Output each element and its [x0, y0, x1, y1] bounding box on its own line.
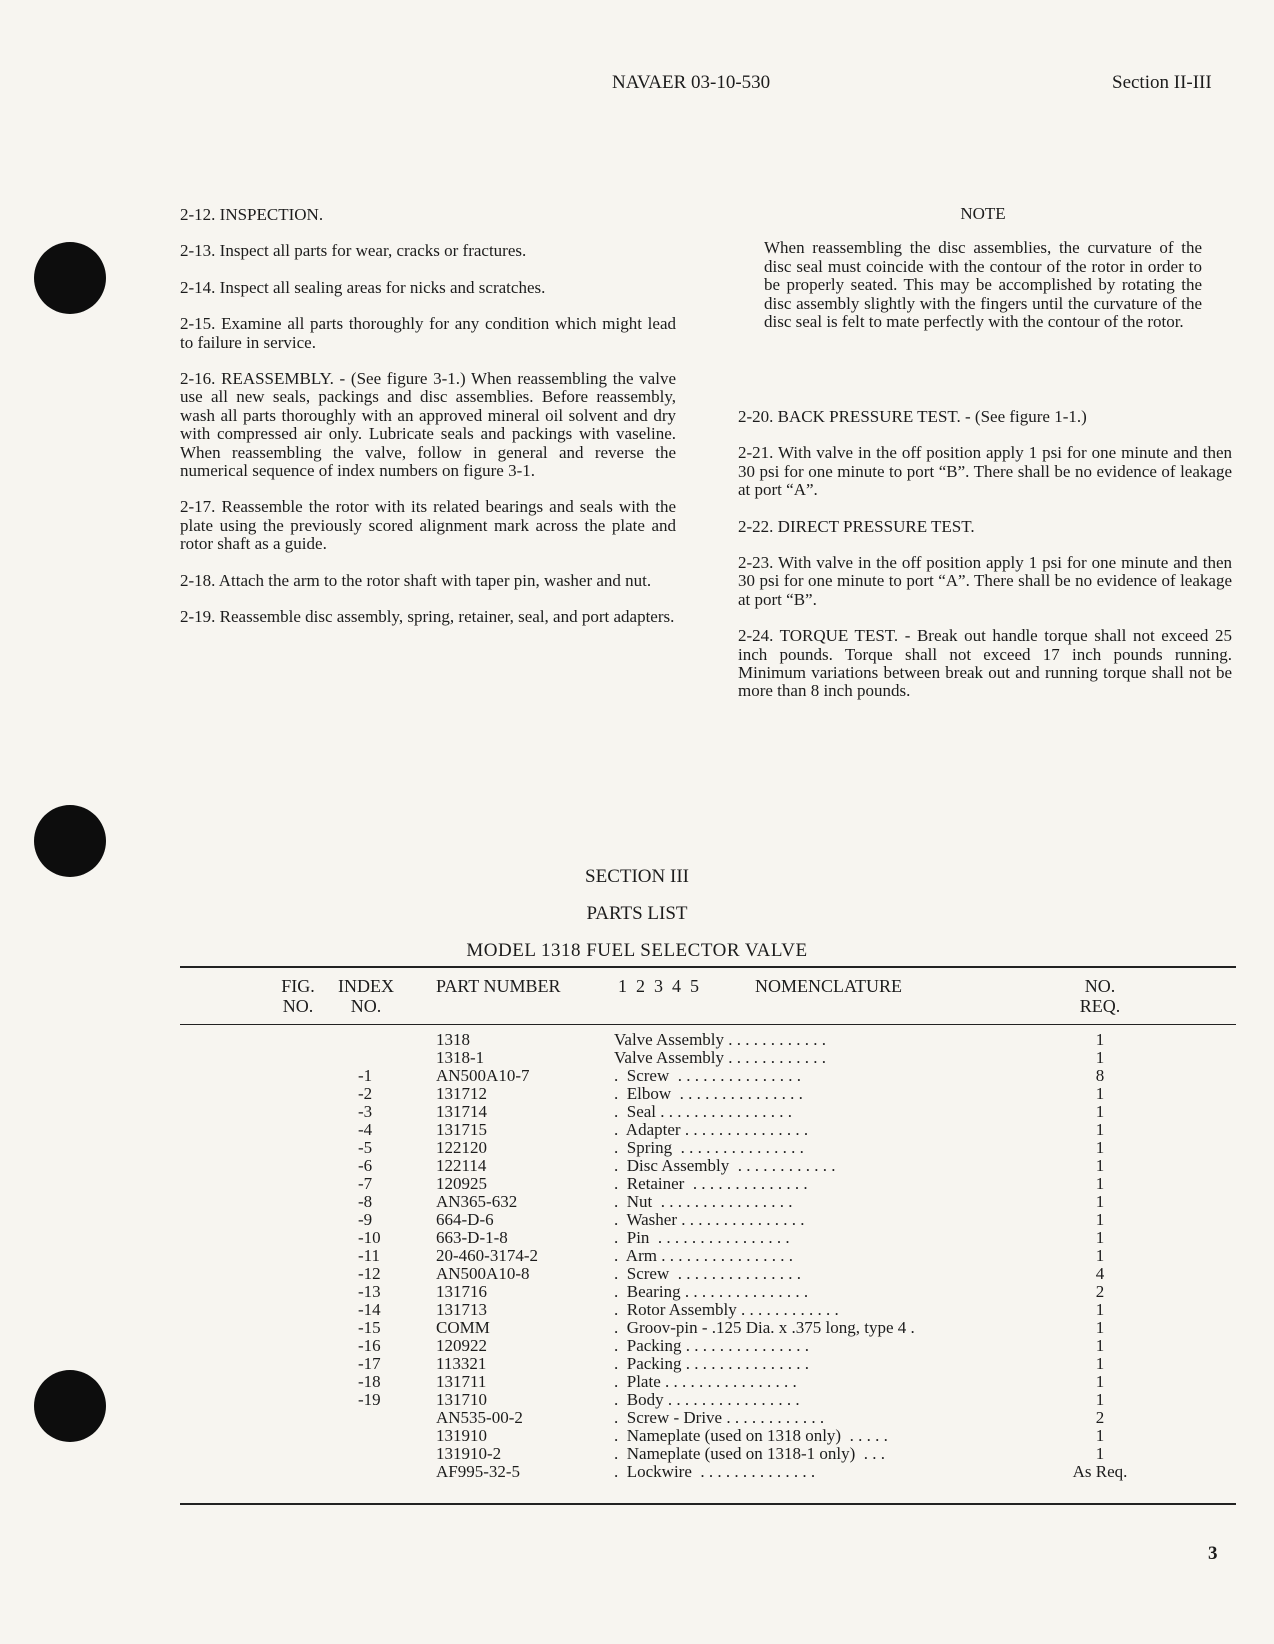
table-row: -5 122120 . Spring . . . . . . . . . . . . . . . 1	[358, 1138, 1105, 1157]
table-row: -17 113321 . Packing . . . . . . . . . . . . . . . 1	[358, 1354, 1105, 1373]
table-top-rule	[180, 966, 1236, 968]
table-row: -12 AN500A10-8 . Screw . . . . . . . . . . . . . . . 4	[358, 1264, 1105, 1283]
model-heading: MODEL 1318 FUEL SELECTOR VALVE	[466, 940, 808, 961]
table-row: -3 131714 . Seal . . . . . . . . . . . . . . . . 1	[358, 1102, 1105, 1121]
right-column	[738, 408, 1232, 719]
parts-list-heading: PARTS LIST	[586, 903, 688, 924]
table-row: -14 131713 . Rotor Assembly . . . . . . . . . . . . 1	[358, 1300, 1105, 1319]
para-2-20: 2-20. BACK PRESSURE TEST. - (See figure 1-1.)	[738, 407, 1087, 426]
table-row: -9 664-D-6 . Washer . . . . . . . . . . . . . . . 1	[358, 1210, 1105, 1229]
para-2-13: 2-13. Inspect all parts for wear, cracks or fractures.	[180, 241, 527, 261]
section-label: Section II-III	[1112, 72, 1212, 93]
para-2-24: 2-24. TORQUE TEST. - Break out handle torque shall not exceed 25 inch pounds. Torque shall not exceed 17 inch pounds running. Minimum variations between break out and running torque shall not be more than 8 inch pounds.	[738, 626, 1232, 701]
para-2-19: 2-19. Reassemble disc assembly, spring, retainer, seal, and port adapters.	[180, 607, 675, 627]
binder-hole-top	[34, 242, 106, 314]
table-row: -10 663-D-1-8 . Pin . . . . . . . . . . . . . . . . 1	[358, 1228, 1105, 1247]
para-2-17: 2-17. Reassemble the rotor with its related bearings and seals with the plate using the previously scored alignment mark across the plate and rotor shaft as a guide.	[180, 497, 676, 554]
table-row: -13 131716 . Bearing . . . . . . . . . . . . . . . 2	[358, 1282, 1105, 1301]
table-row: 1318 Valve Assembly . . . . . . . . . . . . 1	[436, 1030, 1105, 1049]
para-2-12: 2-12. INSPECTION.	[180, 205, 324, 224]
header-part-number: PART NUMBER	[436, 976, 561, 996]
table-row: -6 122114 . Disc Assembly . . . . . . . . . . . . 1	[358, 1156, 1105, 1175]
table-row: -8 AN365-632 . Nut . . . . . . . . . . . . . . . . 1	[358, 1192, 1105, 1211]
table-bottom-rule	[180, 1503, 1236, 1505]
note-title: NOTE	[960, 204, 1006, 223]
para-2-22: 2-22. DIRECT PRESSURE TEST.	[738, 516, 975, 536]
left-column	[180, 206, 676, 645]
table-row: -7 120925 . Retainer . . . . . . . . . . . . . . 1	[358, 1174, 1105, 1193]
table-row: -4 131715 . Adapter . . . . . . . . . . . . . . . 1	[358, 1120, 1105, 1139]
note-text: When reassembling the disc assemblies, the curvature of the disc seal must coincide with the contour of the rotor in order to be properly seated. This may be accomplished by rotating the disc assembly slightly with the fingers until the curvature of the disc seal is felt to mate perfectly with the contour of the rotor.	[764, 238, 1202, 332]
table-row: -1 AN500A10-7 . Screw . . . . . . . . . . . . . . . 8	[358, 1066, 1105, 1085]
header-no-req: NO. REQ.	[1079, 976, 1121, 1016]
para-2-23: 2-23. With valve in the off position apply 1 psi for one minute and then 30 psi for one minute to port “A”. There shall be no evidence of leakage at port “B”.	[738, 553, 1232, 609]
header-index-no: INDEX NO.	[338, 976, 394, 1016]
table-row: AF995-32-5 . Lockwire . . . . . . . . . . . . . . As Req.	[436, 1462, 1128, 1481]
table-row: 1318-1 Valve Assembly . . . . . . . . . . . . 1	[436, 1048, 1105, 1067]
para-2-18: 2-18. Attach the arm to the rotor shaft with taper pin, washer and nut.	[180, 570, 652, 590]
para-2-14: 2-14. Inspect all sealing areas for nicks and scratches.	[180, 277, 546, 297]
table-row: -19 131710 . Body . . . . . . . . . . . . . . . . 1	[358, 1390, 1105, 1409]
table-row: 131910 . Nameplate (used on 1318 only) . . . . . 1	[436, 1426, 1105, 1445]
para-2-15: 2-15. Examine all parts thoroughly for any condition which might lead to failure in service.	[180, 314, 676, 352]
table-row: -16 120922 . Packing . . . . . . . . . . . . . . . 1	[358, 1336, 1105, 1355]
header-nomenclature: NOMENCLATURE	[755, 976, 902, 996]
header-fig-no: FIG. NO.	[281, 976, 315, 1016]
table-row: -2 131712 . Elbow . . . . . . . . . . . . . . . 1	[358, 1084, 1105, 1103]
table-row: 131910-2 . Nameplate (used on 1318-1 only) . . . 1	[436, 1444, 1105, 1463]
table-row: -15 COMM . Groov-pin - .125 Dia. x .375 long, type 4 . 1	[358, 1318, 1105, 1337]
para-2-16: 2-16. REASSEMBLY. - (See figure 3-1.) When reassembling the valve use all new seals, packings and disc assemblies. Before reassembly, wash all parts thoroughly with an approved mineral oil solvent and dry with compressed air only. Lubricate seals and packings with vaseline. When reassembling the valve, follow in general and reverse the numerical sequence of index numbers on figure 3-1.	[180, 369, 676, 481]
section-heading: SECTION III	[585, 866, 689, 887]
header-levels: 1 2 3 4 5	[618, 976, 699, 996]
document-number: NAVAER 03-10-530	[612, 72, 771, 93]
table-row: -18 131711 . Plate . . . . . . . . . . . . . . . . 1	[358, 1372, 1105, 1391]
table-header-rule	[180, 1024, 1236, 1025]
note-block	[764, 205, 1202, 349]
para-2-21: 2-21. With valve in the off position apply 1 psi for one minute and then 30 psi for one minute to port “B”. There shall be no evidence of leakage at port “A”.	[738, 443, 1232, 500]
page-number: 3	[1208, 1543, 1218, 1564]
table-row: AN535-00-2 . Screw - Drive . . . . . . . . . . . . 2	[436, 1408, 1105, 1427]
table-row: -11 20-460-3174-2 . Arm . . . . . . . . . . . . . . . . 1	[358, 1246, 1105, 1265]
